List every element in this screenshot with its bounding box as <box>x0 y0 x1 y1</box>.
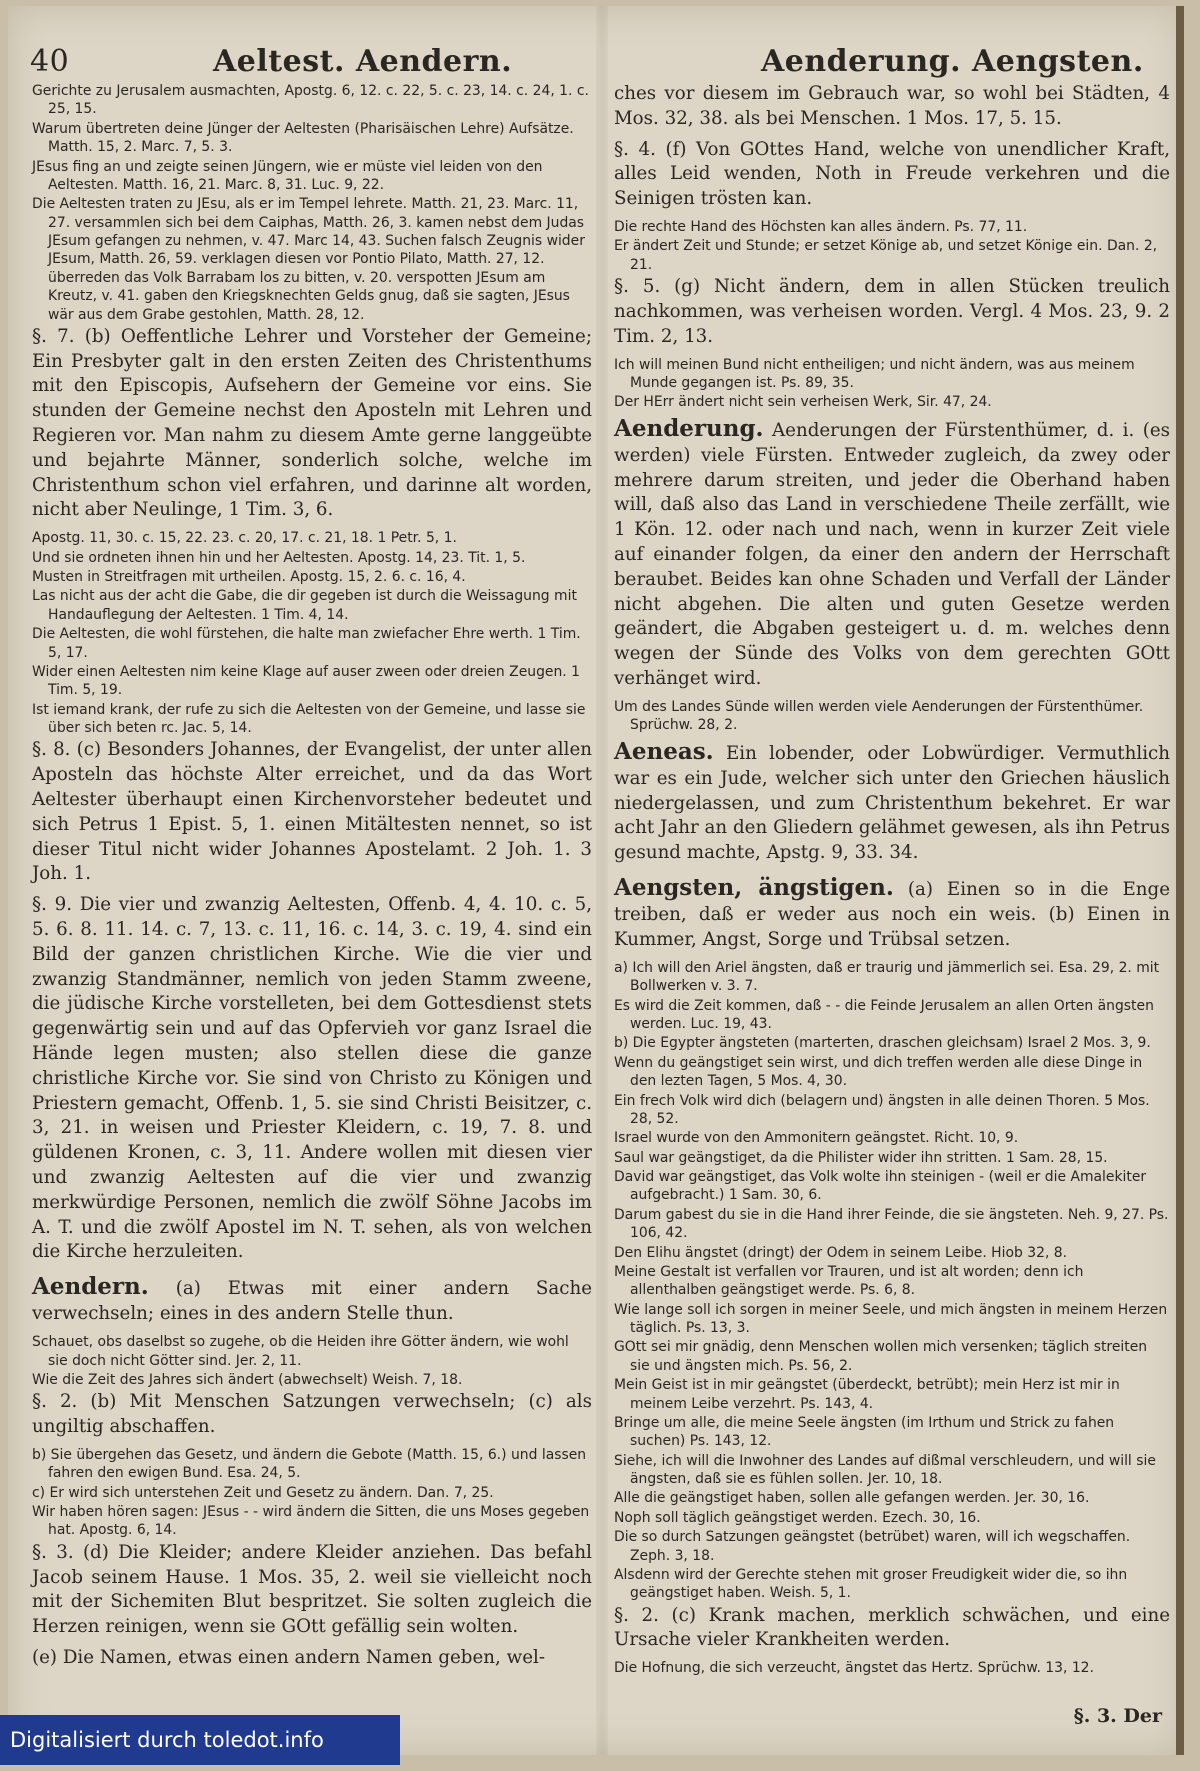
citation <box>32 1484 592 1502</box>
text: §. 2. (b) Mit Menschen Satzungen verwechseln; (c) als ungiltig abschaffen. <box>32 1391 592 1437</box>
paragraph <box>614 736 1170 866</box>
left-column <box>32 82 592 1677</box>
text: Meine Gestalt ist verfallen vor Trauren, und ist alt worden; denn ich allenthalben geängstiget werde. Ps. 6, 8. <box>614 1264 1083 1298</box>
text: Ich will meinen Bund nicht entheiligen; und nicht ändern, was aus meinem Munde gegangen ist. Ps. 89, 35. <box>614 357 1135 391</box>
citation <box>32 158 592 195</box>
running-head-right: Aenderung. Aengsten. <box>761 44 1144 79</box>
text: JEsus fing an und zeigte seinen Jüngern, wie er müste viel leiden von den Aeltesten. Matth. 16, 21. Marc. 8, 31. Luc. 9, 22. <box>32 159 542 193</box>
text: Um des Landes Sünde willen werden viele Aenderungen der Fürstenthümer. Sprüchw. 28, 2. <box>614 699 1143 733</box>
citation <box>614 1509 1170 1527</box>
entry-keyword: Aendern. <box>32 1273 149 1300</box>
citation <box>614 698 1170 735</box>
citation <box>32 625 592 662</box>
text: Wie die Zeit des Jahres sich ändert (abwechselt) Weish. 7, 18. <box>32 1372 462 1388</box>
text: b) Sie übergehen das Gesetz, und ändern die Gebote (Matth. 15, 6.) und lassen fahren den ewigen Bund. Esa. 24, 5. <box>32 1447 586 1481</box>
text: Noph soll täglich geängstiget werden. Ezech. 30, 16. <box>614 1510 981 1526</box>
text: Wenn du geängstiget sein wirst, und dich treffen werden alle diese Dinge in den lezten Tagen, 5 Mos. 4, 30. <box>614 1055 1142 1089</box>
text: §. 8. (c) Besonders Johannes, der Evangelist, der unter allen Aposteln das höchste Alter erreichet, und da das Wort Aeltester überhaupt einen Kirchenvorsteher bedeutet und sich Petrus 1 Epist. 5, 1. einen Mitältesten nennet, so ist dieser Titul nicht wider Johannes Apostelamt. 2 Joh. 1. 3 Joh. 1. <box>32 739 592 884</box>
text: GOtt sei mir gnädig, denn Menschen wollen mich versenken; täglich streiten sie und ängsten mich. Ps. 56, 2. <box>614 1339 1147 1373</box>
paragraph <box>614 1604 1170 1654</box>
citation <box>614 1034 1170 1052</box>
paragraph <box>614 275 1170 349</box>
citation <box>32 1446 592 1483</box>
paragraph <box>32 1646 592 1671</box>
text: David war geängstiget, das Volk wolte ihn steinigen ‑ (weil er die Amalekiter aufgebracht.) 1 Sam. 30, 6. <box>614 1169 1146 1203</box>
text: §. 4. (f) Von GOttes Hand, welche von unendlicher Kraft, alles Leid wenden, Noth in Freude verkehren und die Seinigen trösten kan. <box>614 139 1170 210</box>
running-head-left: Aeltest. Aendern. <box>213 44 512 79</box>
paragraph <box>32 1271 592 1327</box>
text: Las nicht aus der acht die Gabe, die dir gegeben ist durch die Weissagung mit Handauflegung der Aeltesten. 1 Tim. 4, 14. <box>32 588 577 622</box>
citation <box>614 1659 1170 1677</box>
citation <box>614 1338 1170 1375</box>
paragraph <box>32 325 592 523</box>
text: Ein frech Volk wird dich (belagern und) ängsten in alle deinen Thoren. 5 Mos. 28, 52. <box>614 1093 1150 1127</box>
text: Mein Geist ist in mir geängstet (überdeckt, betrübt); mein Herz ist mir in meinem Leibe verzehrt. Ps. 143, 4. <box>614 1377 1120 1411</box>
citation <box>32 549 592 567</box>
citation <box>32 663 592 700</box>
paragraph <box>614 82 1170 132</box>
citation <box>614 1244 1170 1262</box>
paragraph <box>32 893 592 1265</box>
citation <box>614 1528 1170 1565</box>
citation <box>614 1489 1170 1507</box>
citation <box>32 701 592 738</box>
citation <box>614 218 1170 236</box>
text: Wir haben hören sagen: JEsus ‑ ‑ wird ändern die Sitten, die uns Moses gegeben hat. Apostg. 6, 14. <box>32 1504 589 1538</box>
text: Die Aeltesten traten zu JEsu, als er im Tempel lehrete. Matth. 21, 23. Marc. 11, 27. versammlen sich bei dem Caiphas, Matth. 26, 3. kamen nebst dem Judas JEsum gefangen zu nehmen, v. 47. Marc 14, 43. Suchen falsch Zeugnis wider JEsum, Matth. 26, 59. verklagen diesen vor Pontio Pilato, Matth. 27, 12. überreden das Volk Barrabam los zu bitten, v. 20. verspotten JEsum am Kreutz, v. 41. gaben den Kriegsknechten Gelds gnug, daß sie sagten, JEsus wär aus dem Grabe gestohlen, Matth. 28, 12. <box>32 196 585 322</box>
citation <box>32 568 592 586</box>
right-column <box>614 82 1170 1679</box>
text: b) Die Egypter ängsteten (marterten, draschen gleichsam) Israel 2 Mos. 3, 9. <box>614 1035 1151 1051</box>
text: Siehe, ich will die Inwohner des Landes auf dißmal verschleudern, und will sie ängsten, daß sie es fühlen sollen. Jer. 10, 18. <box>614 1453 1156 1487</box>
text: Musten in Streitfragen mit urtheilen. Apostg. 15, 2. 6. c. 16, 4. <box>32 569 466 585</box>
text: a) Ich will den Ariel ängsten, daß er traurig und jämmerlich sei. Esa. 29, 2. mit Bollwerken v. 3. 7. <box>614 960 1159 994</box>
text: Die Aeltesten, die wohl fürstehen, die halte man zwiefacher Ehre werth. 1 Tim. 5, 17. <box>32 626 581 660</box>
citation <box>614 1092 1170 1129</box>
citation <box>614 1129 1170 1147</box>
citation <box>614 1566 1170 1603</box>
page-fold-shadow <box>596 6 608 1755</box>
paragraph <box>614 872 1170 953</box>
paragraph <box>32 1390 592 1440</box>
citation <box>614 959 1170 996</box>
text: (a) Einen so in die Enge treiben, daß er weder aus noch ein weis. (b) Einen in Kummer, Angst, Sorge und Trübsal setzen. <box>614 879 1170 950</box>
text: ches vor diesem im Gebrauch war, so wohl bei Städten, 4 Mos. 32, 38. als bei Menschen. 1 Mos. 17, 5. 15. <box>614 83 1170 129</box>
text: Wider einen Aeltesten nim keine Klage auf auser zween oder dreien Zeugen. 1 Tim. 5, 19. <box>32 664 580 698</box>
text: c) Er wird sich unterstehen Zeit und Gesetz zu ändern. Dan. 7, 25. <box>32 1485 494 1501</box>
text: Die rechte Hand des Höchsten kan alles ändern. Ps. 77, 11. <box>614 219 1027 235</box>
text: §. 3. (d) Die Kleider; andere Kleider anziehen. Das befahl Jacob seinem Hause. 1 Mos. 35, 2. weil sie vielleicht noch mit der Sichemiten Blut bespritzet. Sie solten zugleich die Herzen reinigen, wenn sie GOtt gefällig sein wolten. <box>32 1542 592 1637</box>
text: §. 9. Die vier und zwanzig Aeltesten, Offenb. 4, 4. 10. c. 5, 5. 6. 8. 11. 14. c. 7, 13. c. 11, 16. c. 14, 3. c. 19, 4. sind ein Bild der ganzen christlichen Kirche. Wie die vier und zwanzig Standmänner, nemlich von jeden Stamm zweene, die jüdische Kirche vorstelleten, bei dem Gottesdienst stets gegenwärtig sein und auf das Opfervieh vor ganz Israel die Hände legen musten; also stellen diese die ganze christliche Kirche vor. Sie sind von Christo zu Königen und Priestern gemacht, Offenb. 1, 5. sie sind Christi Beisitzer, c. 3, 21. in weisen und Priester Kleidern, c. 19, 7. 8. und güldenen Kronen, c. 3, 11. Andere wollen mit diesen vier und zwanzig Aeltesten auf die vier und zwanzig merkwürdige Personen, nemlich die zwölf Söhne Jacobs im A. T. und die zwölf Apostel im N. T. sehen, als von welchen die Kirche herzuleiten. <box>32 894 592 1262</box>
text: Bringe um alle, die meine Seele ängsten (im Irthum und Strick zu fahen suchen) Ps. 143, 12. <box>614 1415 1114 1449</box>
citation <box>614 1452 1170 1489</box>
paragraph <box>32 1541 592 1640</box>
text: Die so durch Satzungen geängstet (betrübet) waren, will ich wegschaffen. Zeph. 3, 18. <box>614 1529 1130 1563</box>
citation <box>614 1263 1170 1300</box>
text: Wie lange soll ich sorgen in meiner Seele, und mich ängsten in meinem Herzen täglich. Ps. 13, 3. <box>614 1302 1167 1336</box>
text: (e) Die Namen, etwas einen andern Namen geben, wel‑ <box>32 1647 545 1668</box>
citation <box>614 237 1170 274</box>
entry-keyword: Aeneas. <box>614 738 714 765</box>
text: Es wird die Zeit kommen, daß ‑ ‑ die Feinde Jerusalem an allen Orten ängsten werden. Luc. 19, 43. <box>614 998 1154 1032</box>
text: Er ändert Zeit und Stunde; er setzet Könige ab, und setzet Könige ein. Dan. 2, 21. <box>614 238 1157 272</box>
text: Warum übertreten deine Jünger der Aeltesten (Pharisäischen Lehre) Aufsätze. Matth. 15, 2. Marc. 7, 5. 3. <box>32 121 574 155</box>
entry-keyword: Aengsten, ängstigen. <box>614 874 894 901</box>
text: Ist iemand krank, der rufe zu sich die Aeltesten von der Gemeine, und lasse sie über sich beten rc. Jac. 5, 14. <box>32 702 585 736</box>
citation <box>614 1149 1170 1167</box>
entry-keyword: Aenderung. <box>614 415 764 442</box>
watermark-banner: Digitalisiert durch toledot.info <box>0 1715 400 1765</box>
text: Und sie ordneten ihnen hin und her Aeltesten. Apostg. 14, 23. Tit. 1, 5. <box>32 550 525 566</box>
citation <box>32 82 592 119</box>
citation <box>32 1371 592 1389</box>
text: Israel wurde von den Ammonitern geängstet. Richt. 10, 9. <box>614 1130 1018 1146</box>
citation <box>614 1054 1170 1091</box>
text: Darum gabest du sie in die Hand ihrer Feinde, die sie ängsteten. Neh. 9, 27. Ps. 106, 42. <box>614 1207 1168 1241</box>
citation <box>32 195 592 324</box>
page-number: 40 <box>30 44 69 79</box>
citation <box>614 1206 1170 1243</box>
citation <box>614 1376 1170 1413</box>
text: Aenderungen der Fürstenthümer, d. i. (es werden) viele Fürsten. Entweder zugleich, da zwey oder mehrere darum streiten, und jeder die Oberhand haben will, daß also das Land in verschiedene Theile zerfällt, wie 1 Kön. 12. oder nach und nach, wenn in kurzer Zeit viele auf einander folgen, da einer den andern der Herrschaft beraubet. Beides kan ohne Schaden und Verfall der Länder nicht abgehen. Die alten und guten Gesetze werden geändert, die Abgaben gesteigert u. d. m. welches denn wegen der Sünde des Volks von dem gerechten GOtt verhänget wird. <box>614 420 1170 689</box>
text: Der HErr ändert nicht sein verheisen Werk, Sir. 47, 24. <box>614 394 992 410</box>
citation <box>614 1301 1170 1338</box>
text: Saul war geängstiget, da die Philister wider ihn stritten. 1 Sam. 28, 15. <box>614 1150 1108 1166</box>
citation <box>32 1503 592 1540</box>
text: Die Hofnung, die sich verzeucht, ängstet das Hertz. Sprüchw. 13, 12. <box>614 1660 1094 1676</box>
text: (a) Etwas mit einer andern Sache verwechseln; eines in des andern Stelle thun. <box>32 1278 592 1324</box>
text: Ein lobender, oder Lobwürdiger. Vermuthlich war es ein Jude, welcher sich unter den Griechen häuslich niedergelassen, und zum Christenthum bekehret. Er war acht Jahr an den Gliedern gelähmet gewesen, als ihn Petrus gesund machte, Apstg. 9, 33. 34. <box>614 743 1170 864</box>
text: §. 5. (g) Nicht ändern, dem in allen Stücken treulich nachkommen, was verheisen worden. Vergl. 4 Mos. 23, 9. 2 Tim. 2, 13. <box>614 276 1170 347</box>
text: Alle die geängstiget haben, sollen alle gefangen werden. Jer. 30, 16. <box>614 1490 1089 1506</box>
citation <box>614 1414 1170 1451</box>
citation <box>32 529 592 547</box>
book-page <box>8 6 1184 1755</box>
paragraph <box>32 738 592 887</box>
text: Schauet, obs daselbst so zugehe, ob die Heiden ihre Götter ändern, wie wohl sie doch nicht Götter sind. Jer. 2, 11. <box>32 1334 569 1368</box>
text: §. 7. (b) Oeffentliche Lehrer und Vorsteher der Gemeine; Ein Presbyter galt in den ersten Zeiten des Christenthums mit den Episcopis, Aufsehern der Gemeine vor eins. Sie stunden der Gemeine nechst den Aposteln mit Lehren und Regieren vor. Man nahm zu diesem Amte gerne langgeübte und bejahrte Männer, sonderlich solche, welche im Christenthum schon viel erfahren, und darinne alt worden, nicht aber Neulinge, 1 Tim. 3, 6. <box>32 326 592 521</box>
citation <box>614 1168 1170 1205</box>
citation <box>614 356 1170 393</box>
citation <box>32 587 592 624</box>
text: §. 2. (c) Krank machen, merklich schwächen, und eine Ursache vieler Krankheiten werden. <box>614 1605 1170 1651</box>
paragraph <box>614 413 1170 692</box>
text: Den Elihu ängstet (dringt) der Odem in seinem Leibe. Hiob 32, 8. <box>614 1245 1067 1261</box>
page-edge <box>1176 6 1184 1755</box>
citation <box>614 997 1170 1034</box>
text: Gerichte zu Jerusalem ausmachten, Apostg. 6, 12. c. 22, 5. c. 23, 14. c. 24, 1. c. 25, 15. <box>32 83 589 117</box>
text: Apostg. 11, 30. c. 15, 22. 23. c. 20, 17. c. 21, 18. 1 Petr. 5, 1. <box>32 530 457 546</box>
citation <box>32 120 592 157</box>
citation <box>32 1333 592 1370</box>
catchword: §. 3. Der <box>1074 1705 1162 1727</box>
paragraph <box>614 138 1170 212</box>
citation <box>614 393 1170 411</box>
text: Alsdenn wird der Gerechte stehen mit groser Freudigkeit wider die, so ihn geängstiget haben. Weish. 5, 1. <box>614 1567 1127 1601</box>
